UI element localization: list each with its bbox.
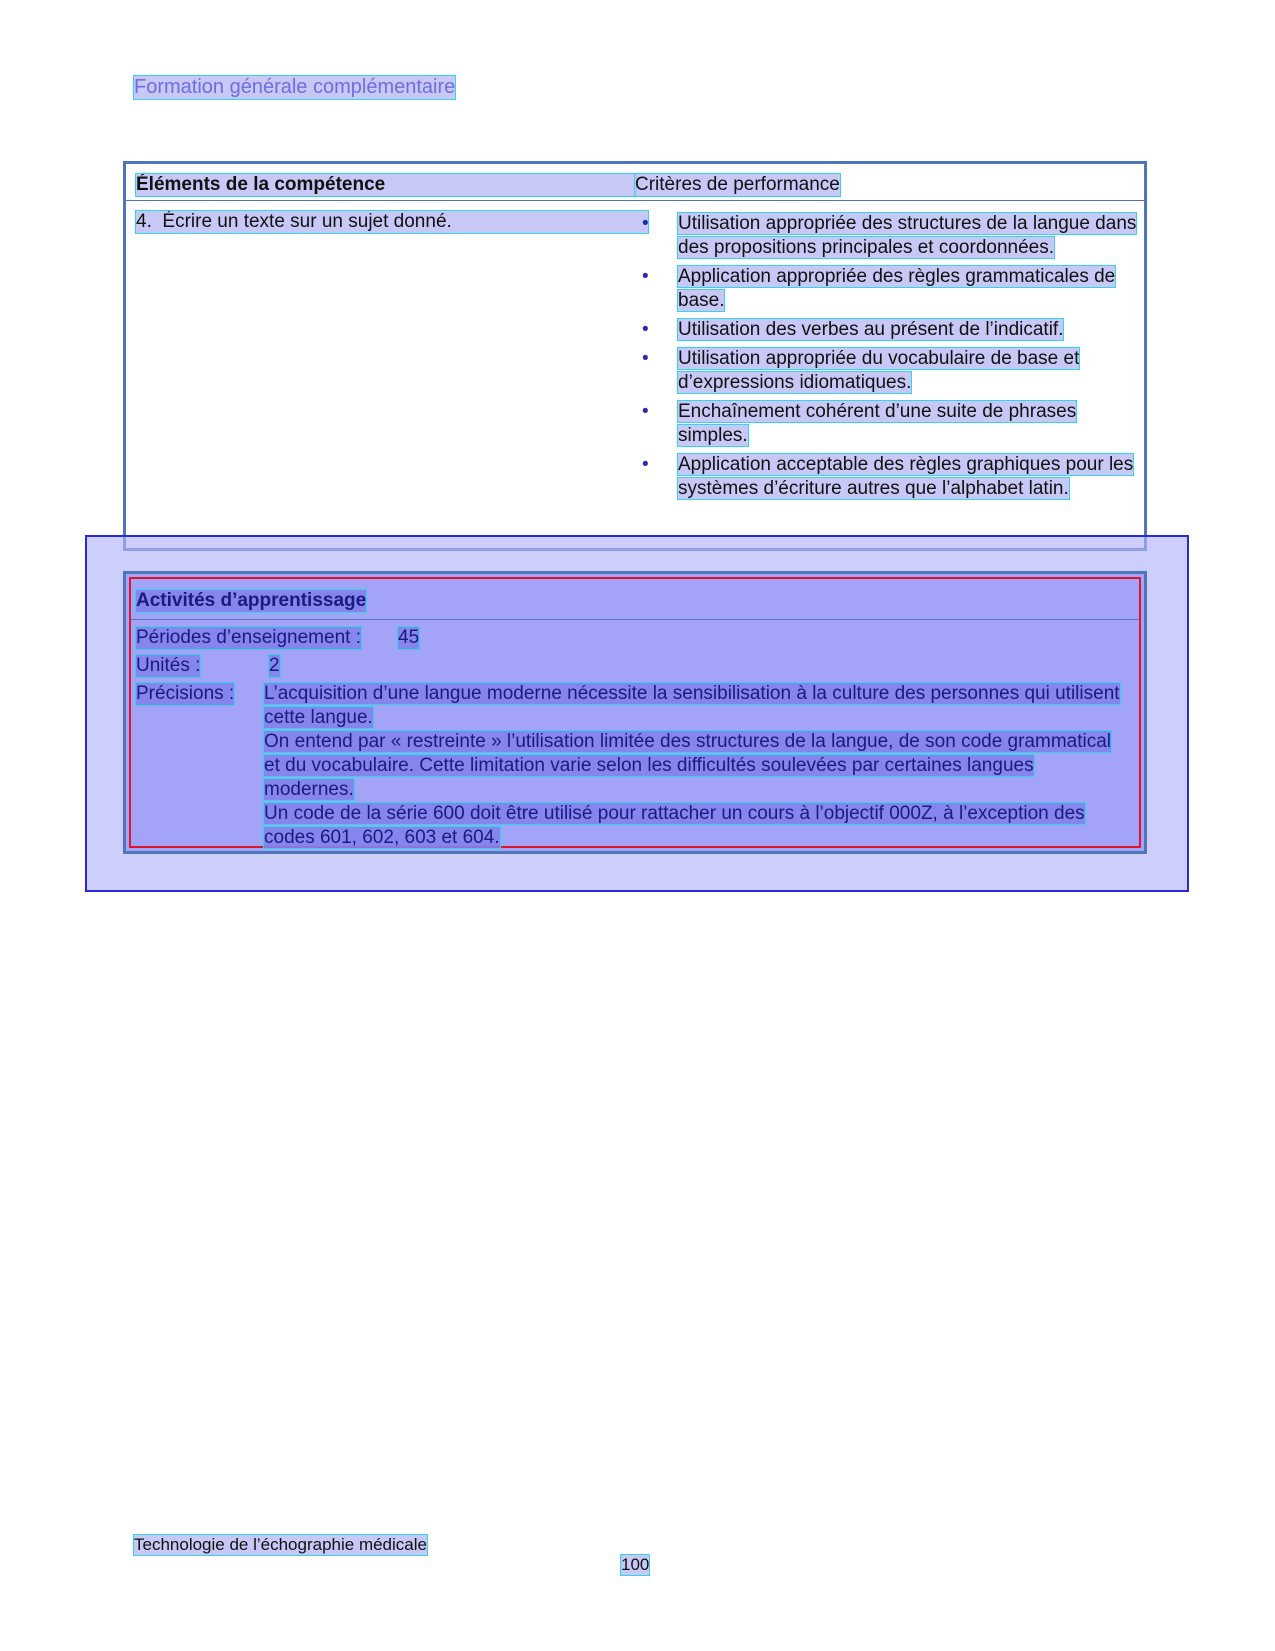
learning-activities-box	[123, 571, 1147, 854]
criterion-text: Application appropriée des règles grammaticales de base.	[678, 266, 1116, 311]
bullet-icon: •	[642, 266, 649, 287]
precision-paragraph: On entend par « restreinte » l’utilisation limitée des structures de la langue, de son code grammatical et du vocabulaire. Cette limitation varie selon les difficultés soulevées par certaines langues modernes.	[264, 731, 1112, 800]
footer-program-name: Technologie de l’échographie médicale	[134, 1535, 427, 1554]
criterion-text: Utilisation appropriée des structures de la langue dans des propositions principales et coordonnées.	[678, 213, 1137, 258]
periods-label: Périodes d’enseignement :	[136, 627, 361, 648]
competence-element: 4. Écrire un texte sur un sujet donné.	[136, 211, 648, 233]
page-number: 100	[621, 1555, 650, 1574]
elements-column-header: Éléments de la compétence	[136, 174, 636, 196]
criteria-column-header: Critères de performance	[635, 174, 840, 195]
periods-row	[136, 627, 420, 649]
bullet-icon: •	[642, 319, 649, 340]
criterion-item	[640, 212, 1140, 260]
units-label: Unités :	[136, 655, 201, 676]
criterion-item	[640, 453, 1140, 501]
activities-divider	[131, 619, 1139, 620]
bullet-icon: •	[642, 348, 649, 369]
bullet-icon: •	[642, 213, 649, 234]
criterion-text: Utilisation appropriée du vocabulaire de base et d’expressions idiomatiques.	[678, 348, 1080, 393]
bullet-icon: •	[642, 401, 649, 422]
competence-table	[123, 161, 1147, 551]
performance-criteria-list	[640, 212, 1140, 506]
periods-value: 45	[398, 627, 420, 648]
units-value: 2	[269, 655, 280, 676]
bullet-icon: •	[642, 454, 649, 475]
criterion-item	[640, 265, 1140, 313]
criterion-item	[640, 400, 1140, 448]
precision-paragraph: L’acquisition d’une langue moderne nécessite la sensibilisation à la culture des personnes qui utilisent cette langue.	[264, 683, 1120, 728]
page-header-title: Formation générale complémentaire	[134, 76, 456, 98]
precisions-row	[136, 683, 234, 705]
precisions-text	[264, 682, 1124, 850]
criterion-item	[640, 347, 1140, 395]
units-row	[136, 655, 280, 677]
activity-selection-frame	[129, 577, 1141, 848]
table-header-divider	[126, 200, 1144, 201]
criterion-item	[640, 318, 1140, 342]
activities-title: Activités d’apprentissage	[136, 590, 367, 611]
criterion-text: Enchaînement cohérent d’une suite de phrases simples.	[678, 401, 1077, 446]
precisions-label: Précisions :	[136, 683, 235, 704]
criterion-text: Application acceptable des règles graphiques pour les systèmes d’écriture autres que l’alphabet latin.	[678, 454, 1134, 499]
criterion-text: Utilisation des verbes au présent de l’indicatif.	[678, 319, 1064, 340]
precision-paragraph: Un code de la série 600 doit être utilisé pour rattacher un cours à l’objectif 000Z, à l’exception des codes 601, 602, 603 et 604.	[264, 803, 1085, 848]
